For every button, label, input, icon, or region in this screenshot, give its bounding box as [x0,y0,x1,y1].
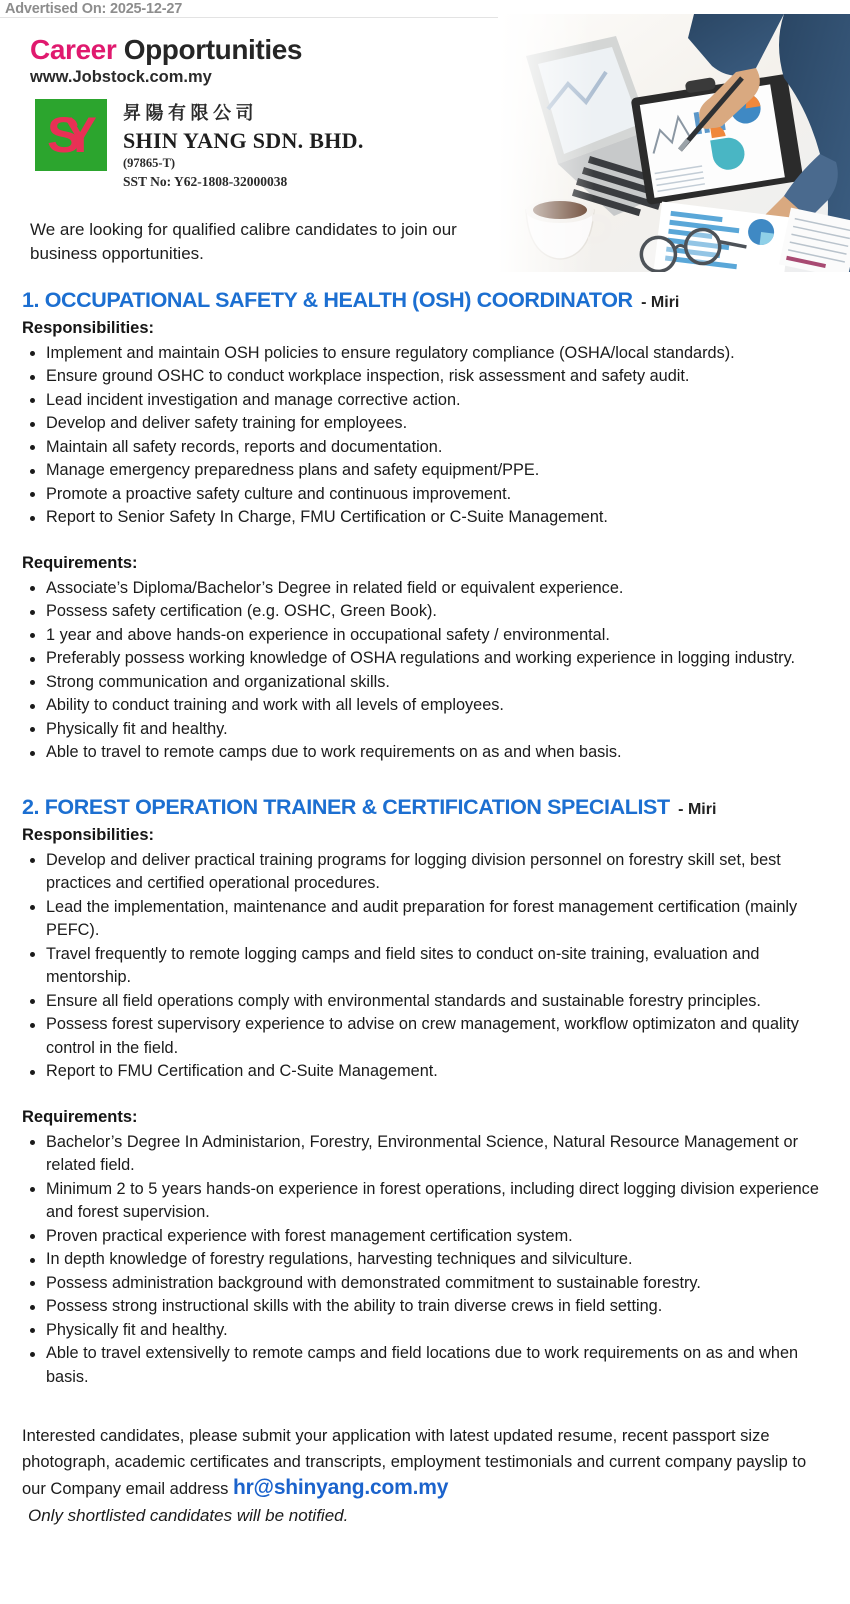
list-item: In depth knowledge of forestry regulations, harvesting techniques and silviculture. [22,1248,830,1272]
company-name-english: SHIN YANG SDN. BHD. [123,128,364,153]
responsibilities-list [22,849,830,1084]
list-item: Able to travel extensivelly to remote camps and field locations due to work requirements on as and when basis. [22,1342,830,1389]
list-item: 1 year and above hands-on experience in occupational safety / environmental. [22,624,830,648]
requirements-label: Requirements: [22,1107,138,1126]
list-item: Manage emergency preparedness plans and safety equipment/PPE. [22,459,830,483]
intro-text: We are looking for qualified calibre candidates to join our business opportunities. [30,220,457,264]
company-registration-number: (97865-T) [123,156,176,170]
list-item: Minimum 2 to 5 years hands-on experience in forest operations, including direct logging division experience and forest supervision. [22,1178,830,1225]
list-item: Ability to conduct training and work with all levels of employees. [22,694,830,718]
list-item: Maintain all safety records, reports and documentation. [22,436,830,460]
responsibilities-label: Responsibilities: [22,318,155,337]
page-title-rest: Opportunities [116,34,303,65]
list-item: Report to Senior Safety In Charge, FMU Certification or C-Suite Management. [22,506,830,530]
job-location: - Miri [678,800,717,818]
business-analytics-photo-illustration [498,14,850,272]
shortlist-note: Only shortlisted candidates will be notified. [28,1506,349,1526]
list-item: Able to travel to remote camps due to work requirements on as and when basis. [22,741,830,765]
job-location: - Miri [641,294,680,312]
list-item: Possess safety certification (e.g. OSHC, Green Book). [22,600,830,624]
job-title: 1. OCCUPATIONAL SAFETY & HEALTH (OSH) COORDINATOR [22,288,633,313]
list-item: Possess strong instructional skills with the ability to train diverse crews in field setting. [22,1295,830,1319]
list-item: Physically fit and healthy. [22,1319,830,1343]
list-item: Develop and deliver practical training programs for logging division personnel on forestry skill set, best practices and certified operational procedures. [22,849,830,896]
list-item: Promote a proactive safety culture and continuous improvement. [22,483,830,507]
list-item: Lead the implementation, maintenance and audit preparation for forest management certification (mainly PEFC). [22,896,830,943]
website-link[interactable]: www.Jobstock.com.my [30,68,212,86]
company-logo [35,99,107,171]
company-text [123,99,453,190]
list-item: Ensure all field operations comply with environmental standards and sustainable forestry principles. [22,990,830,1014]
company-name-chinese: 昇 陽 有 限 公 司 [123,103,254,123]
logo-monogram: SY [47,107,80,163]
list-item: Travel frequently to remote logging camps and field sites to conduct on-site training, evaluation and mentorship. [22,943,830,990]
list-item: Lead incident investigation and manage corrective action. [22,389,830,413]
contact-instructions [22,1423,828,1502]
list-item: Proven practical experience with forest management certification system. [22,1225,830,1249]
list-item: Implement and maintain OSH policies to ensure regulatory compliance (OSHA/local standards). [22,342,830,366]
requirements-list [22,1131,830,1390]
contact-email[interactable]: hr@shinyang.com.my [232,1476,449,1500]
list-item: Possess administration background with demonstrated commitment to sustainable forestry. [22,1272,830,1296]
responsibilities-label: Responsibilities: [22,825,155,844]
advertised-on-label: Advertised On: 2025-12-27 [0,0,850,18]
list-item: Possess forest supervisory experience to advise on crew management, workflow optimizaton and quality control in the field. [22,1013,830,1060]
job-title: 2. FOREST OPERATION TRAINER & CERTIFICATION SPECIALIST [22,794,670,819]
requirements-label: Requirements: [22,553,138,572]
job-section-osh-coordinator [22,288,830,765]
job-section-forest-operation-trainer [22,795,830,1389]
list-item: Report to FMU Certification and C-Suite Management. [22,1060,830,1084]
list-item: Preferably possess working knowledge of OSHA regulations and working experience in logging industry. [22,647,830,671]
page-title-accent: Career [30,34,117,65]
hero-photo [498,14,850,272]
list-item: Ensure ground OSHC to conduct workplace inspection, risk assessment and safety audit. [22,365,830,389]
responsibilities-list [22,342,830,530]
list-item: Bachelor’s Degree In Administarion, Forestry, Environmental Science, Natural Resource Management or related field. [22,1131,830,1178]
list-item: Associate’s Diploma/Bachelor’s Degree in related field or equivalent experience. [22,577,830,601]
list-item: Develop and deliver safety training for employees. [22,412,830,436]
company-sst-number: SST No: Y62-1808-32000038 [123,174,288,189]
list-item: Physically fit and healthy. [22,718,830,742]
requirements-list [22,577,830,765]
contact-text: Interested candidates, please submit your application with latest updated resume, recent passport size photograph, academic certificates and transcripts, employment testimonials and current company payslip to our Company email address [22,1427,807,1499]
list-item: Strong communication and organizational skills. [22,671,830,695]
